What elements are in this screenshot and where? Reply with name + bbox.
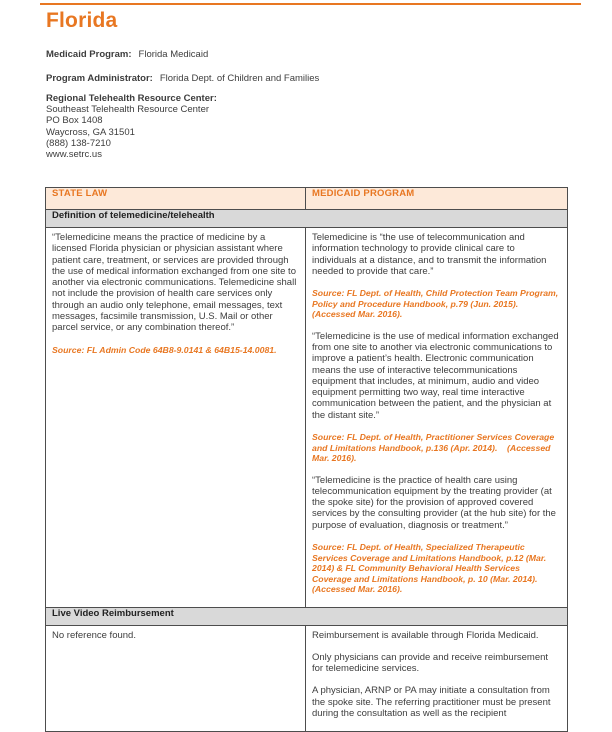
medicaid-program-label: Medicaid Program: <box>46 49 132 60</box>
source-citation: Source: FL Admin Code 64B8-9.0141 & 64B15-14.0081. <box>52 344 277 355</box>
definition-medicaid-program-cell <box>306 228 568 608</box>
resource-center-po-box: PO Box 1408 <box>46 115 103 127</box>
definition-state-law-cell <box>46 228 306 608</box>
paragraph: Reimbursement is available through Florida Medicaid. <box>312 629 539 641</box>
section-header-row-live-video <box>46 607 568 625</box>
paragraph: “Telemedicine is the practice of health care using telecommunication equipment by the treating provider (at the spoke site) for the provision of approved covered services by the consulting provider (at the hub site) for the purpose of evaluation, diagnosis or treatment.” <box>312 474 556 531</box>
paragraph: Only physicians can provide and receive reimbursement for telemedicine services. <box>312 651 549 675</box>
column-header-state-law: STATE LAW <box>46 188 306 210</box>
source-citation: Source: FL Dept. of Health, Child Protection Team Program, Policy and Procedure Handbook, p.79 (Jun. 2015). (Accessed Mar. 2016). <box>312 288 561 320</box>
program-administrator-field <box>46 73 319 84</box>
column-header-medicaid-program: MEDICAID PROGRAM <box>306 188 568 210</box>
resource-center-name: Southeast Telehealth Resource Center <box>46 104 210 116</box>
resource-center-block <box>46 93 217 160</box>
table-row-definition <box>46 228 568 608</box>
medicaid-program-field <box>46 49 208 60</box>
paragraph: A physician, ARNP or PA may initiate a consultation from the spoke site. The referring practitioner must be present during the consultation as well as the recipient <box>312 685 551 720</box>
policy-table <box>45 187 568 732</box>
paragraph: No reference found. <box>52 629 136 641</box>
paragraph: “Telemedicine is the use of medical information exchanged from one site to another via electronic communications to improve a patient’s health. Electronic communication means the use of interactive telecommunications equipment that includes, at minimum, audio and video equipment permitting two way, real time interactive communication between the patient, and the physician at the distant site.” <box>312 330 559 421</box>
table-row-live-video <box>46 625 568 732</box>
page-title: Florida <box>46 9 118 32</box>
resource-center-website: www.setrc.us <box>46 149 102 161</box>
program-administrator-value: Florida Dept. of Children and Families <box>159 73 320 84</box>
resource-center-city: Waycross, GA 31501 <box>46 126 135 138</box>
source-citation: Source: FL Dept. of Health, Specialized Therapeutic Services Coverage and Limitations Handbook, p.12 (Mar. 2014) & FL Community Behavioral Health Services Coverage and Limitations Handbook, p. 10 (Mar. 2014). (Accessed Mar. 2016). <box>312 542 549 595</box>
source-citation: Source: FL Dept. of Health, Practitioner Services Coverage and Limitations Handbook, p.136 (Apr. 2014). (Accessed Mar. 2016). <box>312 432 557 464</box>
program-administrator-label: Program Administrator: <box>46 73 153 84</box>
live-video-state-law-cell <box>46 625 306 732</box>
live-video-medicaid-program-cell <box>306 625 568 732</box>
section-header-row-definition <box>46 210 568 228</box>
top-divider-rule <box>40 3 581 5</box>
section-title-live-video: Live Video Reimbursement <box>46 607 568 625</box>
table-header-row <box>46 188 568 210</box>
medicaid-program-value: Florida Medicaid <box>138 49 209 60</box>
resource-center-label: Regional Telehealth Resource Center: <box>46 93 217 104</box>
resource-center-phone: (888) 138-7210 <box>46 137 111 149</box>
paragraph: “Telemedicine means the practice of medicine by a licensed Florida physician or physician assistant where patient care, treatment, or services are provided through the use of medical information exchanged from one site to another via electronic communications. Telemedicine shall not include the provision of health care services only through an audio only telephone, email messages, text messages, facsimile transmission, U.S. Mail or other parcel service, or any combination thereof.” <box>52 232 297 334</box>
section-title-definition: Definition of telemedicine/telehealth <box>46 210 568 228</box>
paragraph: Telemedicine is “the use of telecommunication and information technology to provide clinical care to individuals at a distance, and to transmit the information needed to provide that care.” <box>312 232 547 277</box>
